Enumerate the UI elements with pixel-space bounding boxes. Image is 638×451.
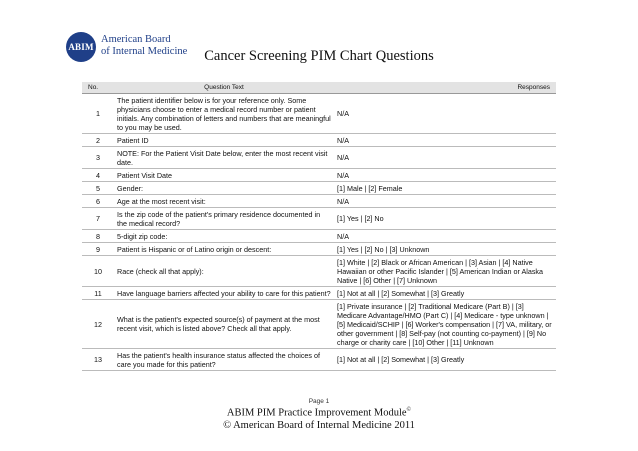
table-row (82, 147, 556, 169)
table-row (82, 195, 556, 208)
question-text: Have language barriers affected your ability to care for this patient? (114, 287, 334, 300)
table-row (82, 169, 556, 182)
column-header-question: Question Text (114, 82, 334, 94)
response-options: N/A (334, 134, 556, 147)
questions-table (82, 82, 556, 371)
table-row (82, 230, 556, 243)
response-options: N/A (334, 230, 556, 243)
response-options: N/A (334, 169, 556, 182)
response-options: [1] Yes | [2] No | [3] Unknown (334, 243, 556, 256)
question-text: Patient Visit Date (114, 169, 334, 182)
footer-module-line (0, 407, 638, 419)
response-options: [1] White | [2] Black or African American | [3] Asian | [4] Native Hawaiian or other Pacific Islander | [5] American Indian or Alaska Native | [6] Other | [7] Unknown (334, 256, 556, 287)
table-row (82, 300, 556, 349)
question-text: Gender: (114, 182, 334, 195)
table-row (82, 182, 556, 195)
row-number: 1 (82, 94, 114, 134)
question-text: Patient ID (114, 134, 334, 147)
table-row (82, 243, 556, 256)
table-row (82, 349, 556, 371)
question-text: What is the patient's expected source(s) of payment at the most recent visit, which is listed above? Check all that apply. (114, 300, 334, 349)
response-options: N/A (334, 195, 556, 208)
abim-seal-icon: ABIM (66, 32, 96, 62)
column-header-responses: Responses (334, 82, 556, 94)
row-number: 10 (82, 256, 114, 287)
row-number: 11 (82, 287, 114, 300)
footer-module-text: ABIM PIM Practice Improvement Module (226, 407, 407, 419)
response-options: [1] Male | [2] Female (334, 182, 556, 195)
table-header-row (82, 82, 556, 94)
question-text: Has the patient's health insurance status affected the choices of care you made for this patient? (114, 349, 334, 371)
row-number: 3 (82, 147, 114, 169)
question-text: Race (check all that apply): (114, 256, 334, 287)
row-number: 7 (82, 208, 114, 230)
page-number: Page 1 (308, 398, 330, 405)
response-options: [1] Not at all | [2] Somewhat | [3] Greatly (334, 349, 556, 371)
response-options: [1] Yes | [2] No (334, 208, 556, 230)
footer-copyright-mark: © (406, 407, 412, 413)
question-text: Patient is Hispanic or of Latino origin or descent: (114, 243, 334, 256)
row-number: 6 (82, 195, 114, 208)
column-header-no: No. (82, 82, 114, 94)
response-options: [1] Not at all | [2] Somewhat | [3] Greatly (334, 287, 556, 300)
table-row (82, 208, 556, 230)
org-name-line1: American Board (101, 34, 171, 45)
row-number: 2 (82, 134, 114, 147)
org-name-line2: of Internal Medicine (101, 46, 188, 57)
response-options: N/A (334, 94, 556, 134)
footer-copyright-line: © American Board of Internal Medicine 2011 (223, 420, 415, 431)
row-number: 5 (82, 182, 114, 195)
page-title: Cancer Screening PIM Chart Questions (204, 48, 434, 64)
table-row (82, 256, 556, 287)
question-text: 5-digit zip code: (114, 230, 334, 243)
table-row (82, 287, 556, 300)
table-row (82, 134, 556, 147)
response-options: N/A (334, 147, 556, 169)
question-text: The patient identifier below is for your reference only. Some physicians choose to enter a medical record number or patient initials. Any combination of letters and numbers that are meaningful to you may be used. (114, 94, 334, 134)
question-text: Age at the most recent visit: (114, 195, 334, 208)
row-number: 8 (82, 230, 114, 243)
row-number: 9 (82, 243, 114, 256)
row-number: 12 (82, 300, 114, 349)
question-text: Is the zip code of the patient's primary residence documented in the medical record? (114, 208, 334, 230)
response-options: [1] Private insurance | [2] Traditional Medicare (Part B) | [3] Medicare Advantage/HMO (Part C) | [4] Medicare - type unknown | [5] Medicaid/SCHIP | [6] Worker's compensation | [7] VA, military, or other government | [8] Self-pay (not counting co-payment) | [9] No charge or charity care | [10] Other | [11] Unknown (334, 300, 556, 349)
table-row (82, 94, 556, 134)
row-number: 13 (82, 349, 114, 371)
row-number: 4 (82, 169, 114, 182)
question-text: NOTE: For the Patient Visit Date below, enter the most recent visit date. (114, 147, 334, 169)
